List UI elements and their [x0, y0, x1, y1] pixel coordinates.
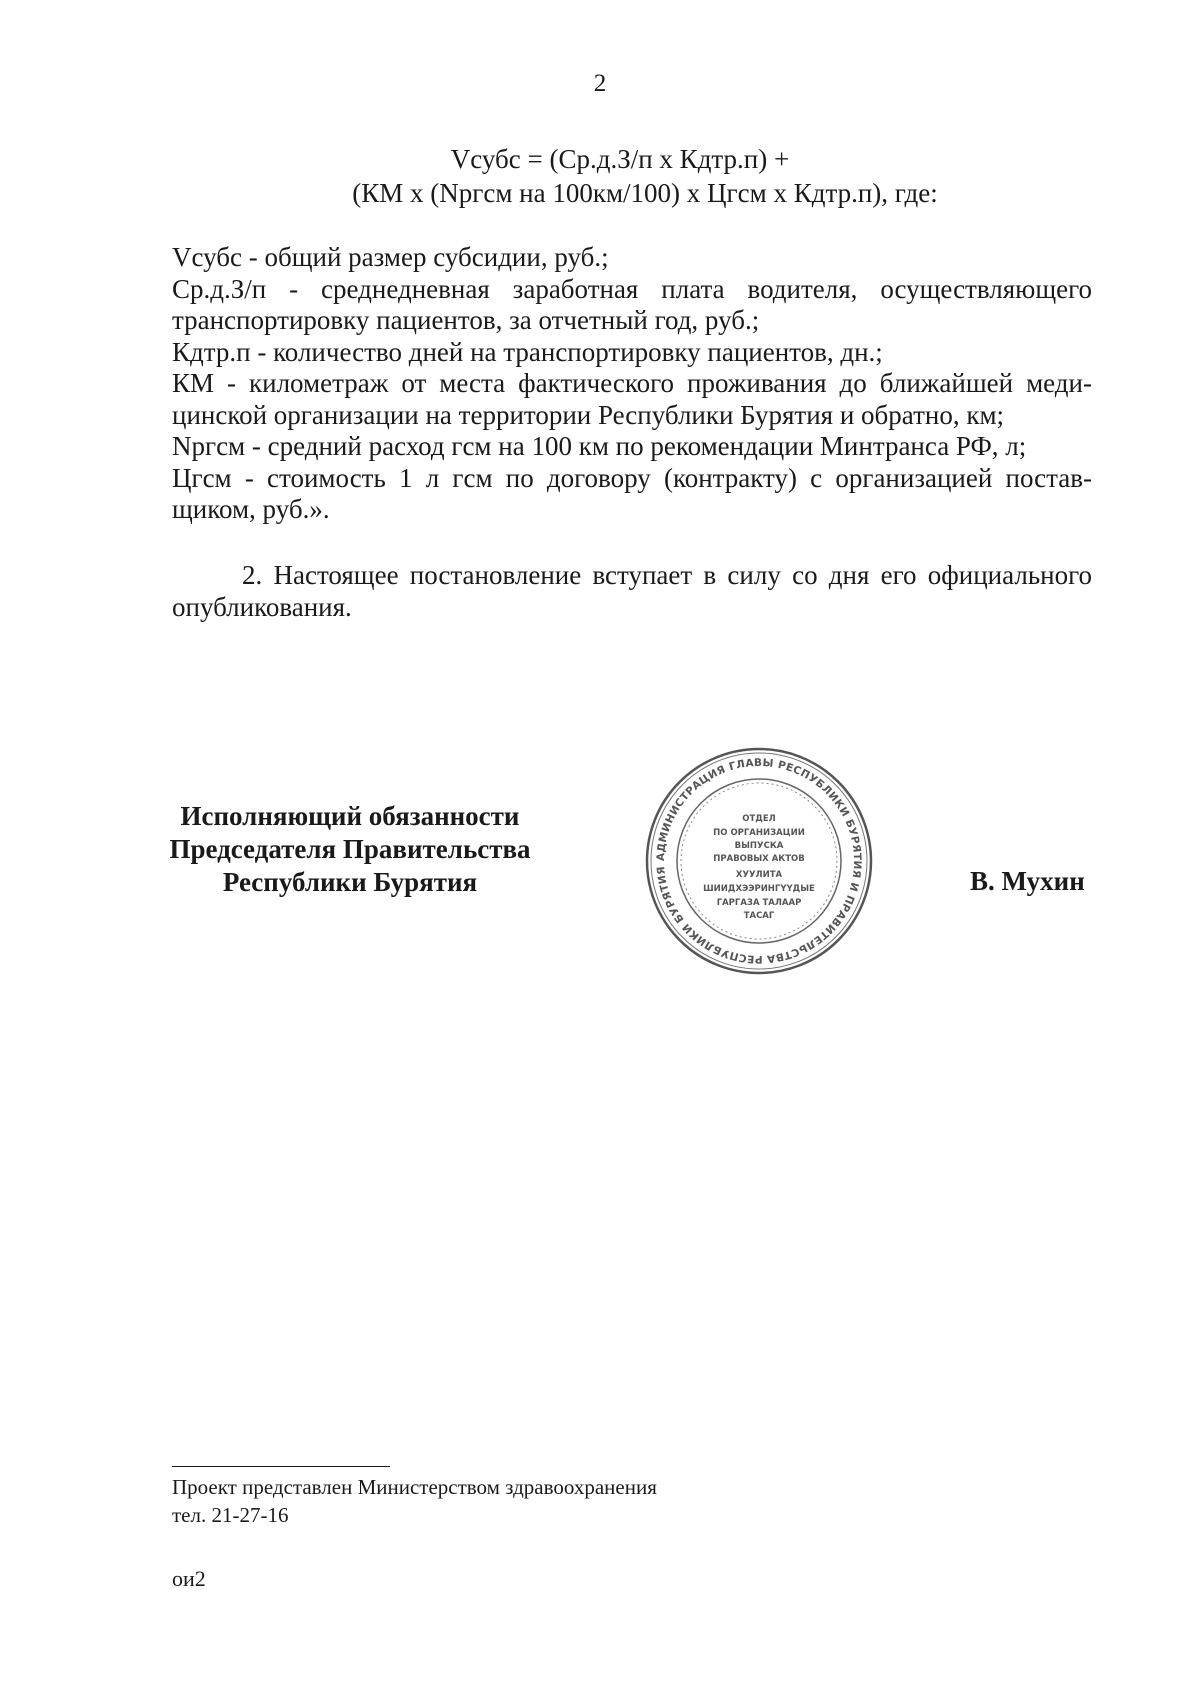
seal-center-line: ГАРГАЗА ТАЛААР: [716, 898, 802, 908]
page-number: 2: [593, 70, 607, 97]
definition-item: Nргсм - средний расход гсм на 100 км по рекомендации Минтранса РФ, л;: [172, 431, 1027, 461]
seal-center-line: ВЫПУСКА: [734, 841, 784, 851]
footnote: [172, 1473, 657, 1529]
seal-outer-text: АДМИНИСТРАЦИЯ ГЛАВЫ РЕСПУБЛИКИ БУРЯТИЯ И ПРАВИТЕЛЬСТВА РЕСПУБЛИКИ БУРЯТИЯ: [654, 756, 864, 966]
footnote-phone: тел. 21-27-16: [172, 1503, 289, 1527]
footnote-author: Проект представлен Министерством здравоохранения: [172, 1475, 657, 1499]
clause-2: 2. Настоящее постановление вступает в силу со дня его официального опубликования.: [172, 560, 1092, 622]
seal-center-line: ПРАВОВЫХ АКТОВ: [713, 854, 805, 864]
seal-center-line: ТАСАГ: [743, 911, 775, 921]
formula-definitions: [172, 242, 1092, 526]
signatory-title-line: Исполняющий обязанности: [180, 801, 520, 831]
footnote-divider: [172, 1466, 390, 1467]
official-seal: [644, 746, 874, 976]
signer-name: В. Мухин: [970, 866, 1085, 896]
seal-center-line: ПО ОРГАНИЗАЦИИ: [713, 828, 805, 838]
signatory-title: [150, 800, 550, 899]
definition-item: Ср.д.З/п - среднедневная заработная плата водителя, осуществляющего транспортировку пациентов, за отчетный год, руб.;: [172, 273, 1092, 335]
seal-center-text: [703, 814, 815, 921]
seal-center-line: ОТДЕЛ: [742, 814, 776, 824]
definition-item: КМ - километраж от места фактического проживания до ближайшей медицинской организации на территории Республики Бурятия и обратно, км;: [172, 368, 1092, 430]
signatory-title-line: Республики Бурятия: [222, 867, 478, 897]
formula-line-1: Vсубс = (Ср.д.З/п х Кдтр.п) +: [450, 144, 790, 174]
definition-item: Vсубс - общий размер субсидии, руб.;: [172, 242, 609, 272]
signatory-title-line: Председателя Правительства: [169, 834, 531, 864]
seal-center-line: ХУУЛИТА: [735, 870, 783, 880]
formula-line-2: (КМ х (Nргсм на 100км/100) х Цгсм х Кдтр.п), где:: [352, 178, 938, 208]
document-code: ои2: [172, 1566, 206, 1591]
subsidy-formula: [0, 142, 1200, 210]
seal-center-line: ШИИДХЭЭРИНГҮҮДЫЕ: [703, 884, 815, 894]
definition-item: Кдтр.п - количество дней на транспортировку пациентов, дн.;: [172, 336, 883, 367]
definition-item: Цгсм - стоимость 1 л гсм по договору (контракту) с организацией поставщиком, руб.».: [172, 462, 1092, 524]
